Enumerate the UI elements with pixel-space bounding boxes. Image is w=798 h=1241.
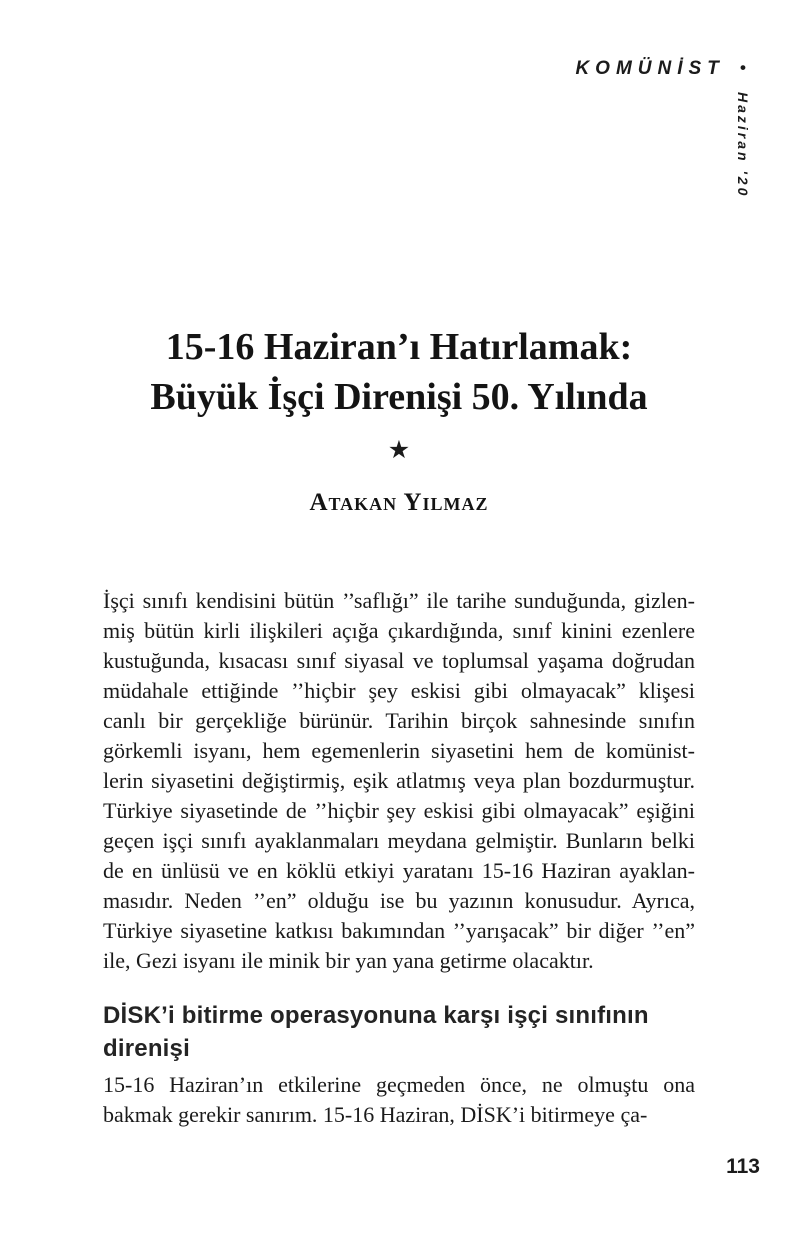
article-title-line2: Büyük İşçi Direnişi 50. Yılında bbox=[150, 376, 648, 418]
text-line: kustuğunda, kısacası sınıf siyasal ve toplumsal yaşama doğrudan bbox=[103, 648, 695, 673]
text-line: ile, Gezi isyanı ile minik bir yan yana getirme olacaktır. bbox=[103, 948, 594, 973]
text-line: miş bütün kirli ilişkileri açığa çıkardığında, sınıf kinini ezenlere bbox=[103, 618, 695, 643]
article-title-line1: 15-16 Haziran’ı Hatırlamak: bbox=[165, 326, 633, 368]
section-heading: DİSK’i bitirme operasyonuna karşı işçi sınıfının direnişi bbox=[103, 1002, 649, 1062]
page-number: 113 bbox=[726, 1155, 760, 1178]
text-line: de en ünlüsü ve en köklü etkiyi yaratanı 15-16 Haziran ayaklan- bbox=[103, 858, 695, 883]
bullet-icon: • bbox=[740, 58, 746, 77]
article-title bbox=[60, 322, 738, 422]
text-line: görkemli isyanı, hem egemenlerin siyasetini hem de komünist- bbox=[103, 738, 695, 763]
text-line: İşçi sınıfı kendisini bütün ’’saflığı” ile tarihe sunduğunda, gizlen- bbox=[103, 588, 695, 613]
journal-title: KOMÜNİST bbox=[575, 58, 725, 79]
text-line: geçen işçi sınıfı ayaklanmaları meydana gelmiştir. Bunların belki bbox=[103, 828, 695, 853]
text-line: 15-16 Haziran’ın etkilerine geçmeden önce, ne olmuştu ona bbox=[103, 1072, 695, 1097]
body-paragraph-1 bbox=[103, 586, 695, 976]
star-icon: ★ bbox=[387, 437, 411, 464]
body-paragraph-2 bbox=[103, 1070, 695, 1130]
text-line: Türkiye siyasetinde de ’’hiçbir şey eskisi gibi olmayacak” eşiğini bbox=[103, 798, 695, 823]
issue-date-vertical: Haziran '20 bbox=[735, 92, 751, 199]
text-line: masıdır. Neden ’’en” olduğu ise bu yazının konusudur. Ayrıca, bbox=[103, 888, 695, 913]
author-name: Atakan Yılmaz bbox=[309, 489, 489, 516]
text-line: lerin siyasetini değiştirmiş, eşik atlatmış veya plan bozdurmuştur. bbox=[103, 768, 695, 793]
journal-header bbox=[575, 58, 746, 80]
text-line: müdahale ettiğinde ’’hiçbir şey eskisi gibi olmayacak” klişesi bbox=[103, 678, 695, 703]
text-line: bakmak gerekir sanırım. 15-16 Haziran, DİSK’i bitirmeye ça- bbox=[103, 1102, 648, 1127]
text-line: Türkiye siyasetine katkısı bakımından ’’yarışacak” bir diğer ’’en” bbox=[103, 918, 695, 943]
text-line: canlı bir gerçekliğe bürünür. Tarihin birçok sahnesinde sınıfın bbox=[103, 708, 695, 733]
